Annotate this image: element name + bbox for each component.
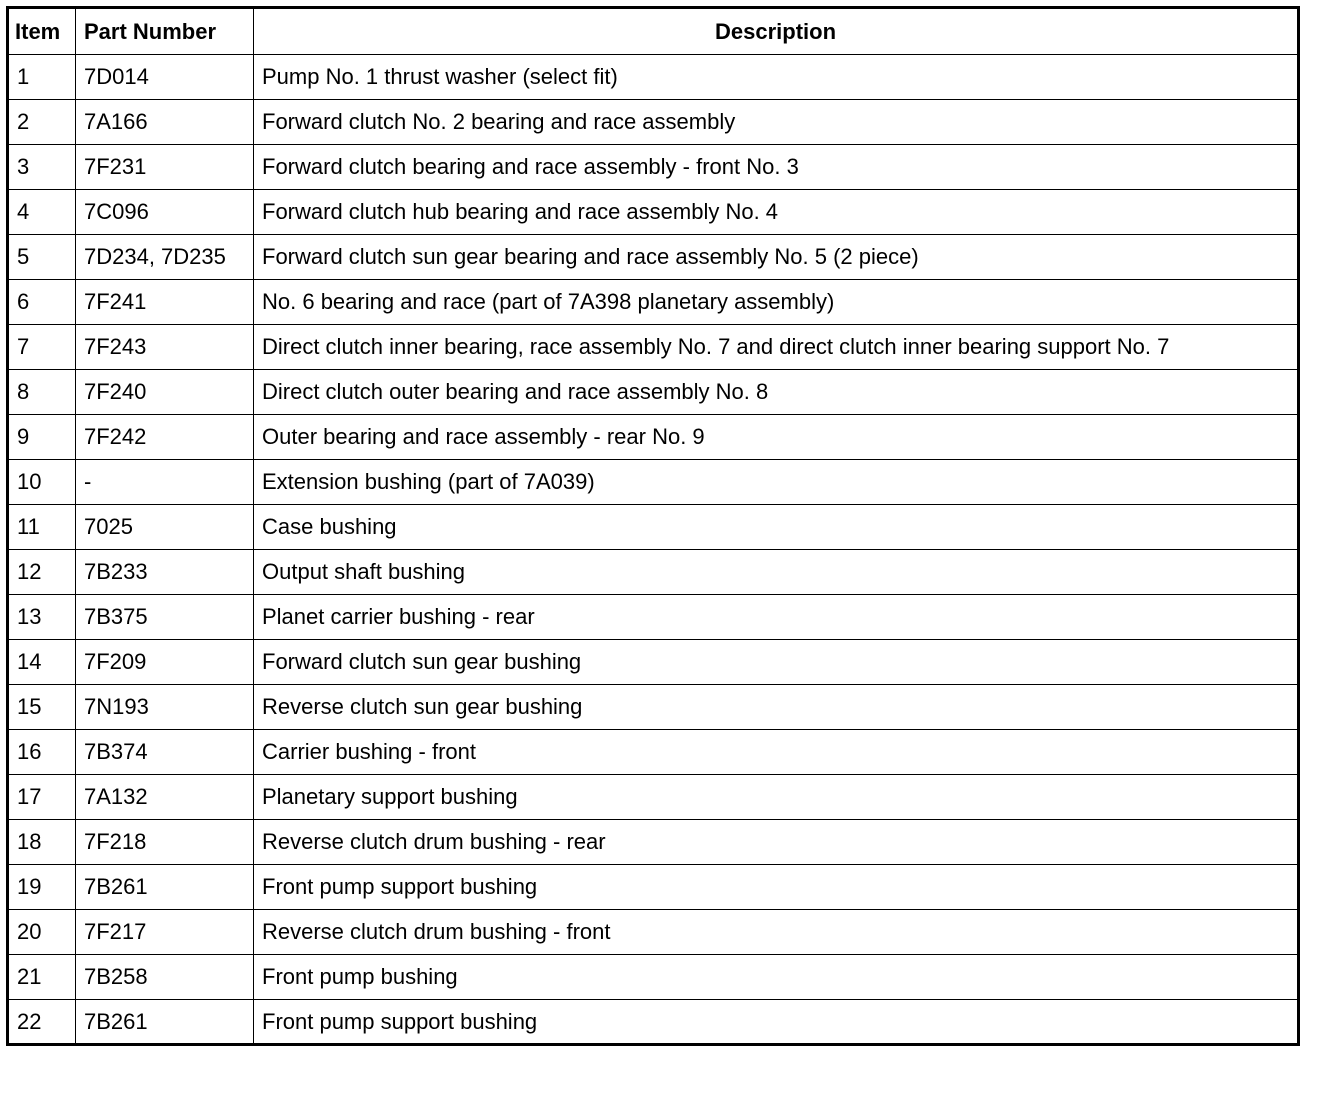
cell-item: 7 [8,325,76,370]
cell-description: Case bushing [254,505,1299,550]
cell-item: 12 [8,550,76,595]
cell-description: Reverse clutch sun gear bushing [254,685,1299,730]
cell-item: 19 [8,865,76,910]
cell-part-number: - [76,460,254,505]
cell-description: Forward clutch hub bearing and race assembly No. 4 [254,190,1299,235]
table-row [8,910,1299,955]
cell-part-number: 7F218 [76,820,254,865]
table-row [8,550,1299,595]
cell-description: Reverse clutch drum bushing - front [254,910,1299,955]
table-row [8,325,1299,370]
cell-description: Reverse clutch drum bushing - rear [254,820,1299,865]
cell-description: Output shaft bushing [254,550,1299,595]
cell-part-number: 7B375 [76,595,254,640]
cell-item: 5 [8,235,76,280]
cell-item: 4 [8,190,76,235]
cell-part-number: 7B258 [76,955,254,1000]
table-row [8,190,1299,235]
header-description: Description [254,8,1299,55]
cell-item: 15 [8,685,76,730]
cell-description: Forward clutch No. 2 bearing and race assembly [254,100,1299,145]
cell-part-number: 7A166 [76,100,254,145]
cell-item: 16 [8,730,76,775]
cell-description: Front pump support bushing [254,865,1299,910]
table-row [8,235,1299,280]
cell-item: 10 [8,460,76,505]
cell-item: 3 [8,145,76,190]
cell-description: Direct clutch outer bearing and race assembly No. 8 [254,370,1299,415]
cell-part-number: 7F231 [76,145,254,190]
cell-part-number: 7D014 [76,55,254,100]
cell-part-number: 7A132 [76,775,254,820]
table-row [8,100,1299,145]
cell-part-number: 7D234, 7D235 [76,235,254,280]
cell-item: 2 [8,100,76,145]
cell-description: Forward clutch sun gear bearing and race assembly No. 5 (2 piece) [254,235,1299,280]
cell-part-number: 7F243 [76,325,254,370]
cell-part-number: 7025 [76,505,254,550]
header-row [8,8,1299,55]
cell-description: Front pump bushing [254,955,1299,1000]
cell-item: 13 [8,595,76,640]
table-row [8,145,1299,190]
cell-part-number: 7F241 [76,280,254,325]
cell-item: 18 [8,820,76,865]
cell-part-number: 7B261 [76,865,254,910]
cell-item: 11 [8,505,76,550]
cell-item: 20 [8,910,76,955]
cell-part-number: 7B261 [76,1000,254,1045]
table-row [8,640,1299,685]
cell-description: Planet carrier bushing - rear [254,595,1299,640]
table-row [8,1000,1299,1045]
cell-description: Planetary support bushing [254,775,1299,820]
table-row [8,820,1299,865]
cell-item: 21 [8,955,76,1000]
table-body [8,55,1299,1045]
cell-description: Front pump support bushing [254,1000,1299,1045]
cell-description: Pump No. 1 thrust washer (select fit) [254,55,1299,100]
table-row [8,865,1299,910]
cell-item: 9 [8,415,76,460]
cell-part-number: 7F217 [76,910,254,955]
table-row [8,55,1299,100]
cell-item: 6 [8,280,76,325]
table-row [8,505,1299,550]
header-item: Item [8,8,76,55]
cell-part-number: 7N193 [76,685,254,730]
table-row [8,460,1299,505]
cell-description: No. 6 bearing and race (part of 7A398 planetary assembly) [254,280,1299,325]
cell-item: 8 [8,370,76,415]
table-row [8,955,1299,1000]
table-row [8,415,1299,460]
table-row [8,685,1299,730]
cell-item: 22 [8,1000,76,1045]
table-row [8,370,1299,415]
parts-table [6,6,1300,1046]
cell-item: 14 [8,640,76,685]
table-row [8,595,1299,640]
cell-item: 17 [8,775,76,820]
cell-description: Carrier bushing - front [254,730,1299,775]
cell-item: 1 [8,55,76,100]
cell-description: Forward clutch bearing and race assembly - front No. 3 [254,145,1299,190]
table-row [8,730,1299,775]
cell-description: Direct clutch inner bearing, race assembly No. 7 and direct clutch inner bearing support No. 7 [254,325,1299,370]
cell-part-number: 7B233 [76,550,254,595]
cell-part-number: 7C096 [76,190,254,235]
cell-part-number: 7B374 [76,730,254,775]
table-row [8,280,1299,325]
cell-part-number: 7F209 [76,640,254,685]
cell-description: Extension bushing (part of 7A039) [254,460,1299,505]
header-part-number: Part Number [76,8,254,55]
cell-description: Outer bearing and race assembly - rear No. 9 [254,415,1299,460]
cell-part-number: 7F240 [76,370,254,415]
table-row [8,775,1299,820]
cell-description: Forward clutch sun gear bushing [254,640,1299,685]
cell-part-number: 7F242 [76,415,254,460]
